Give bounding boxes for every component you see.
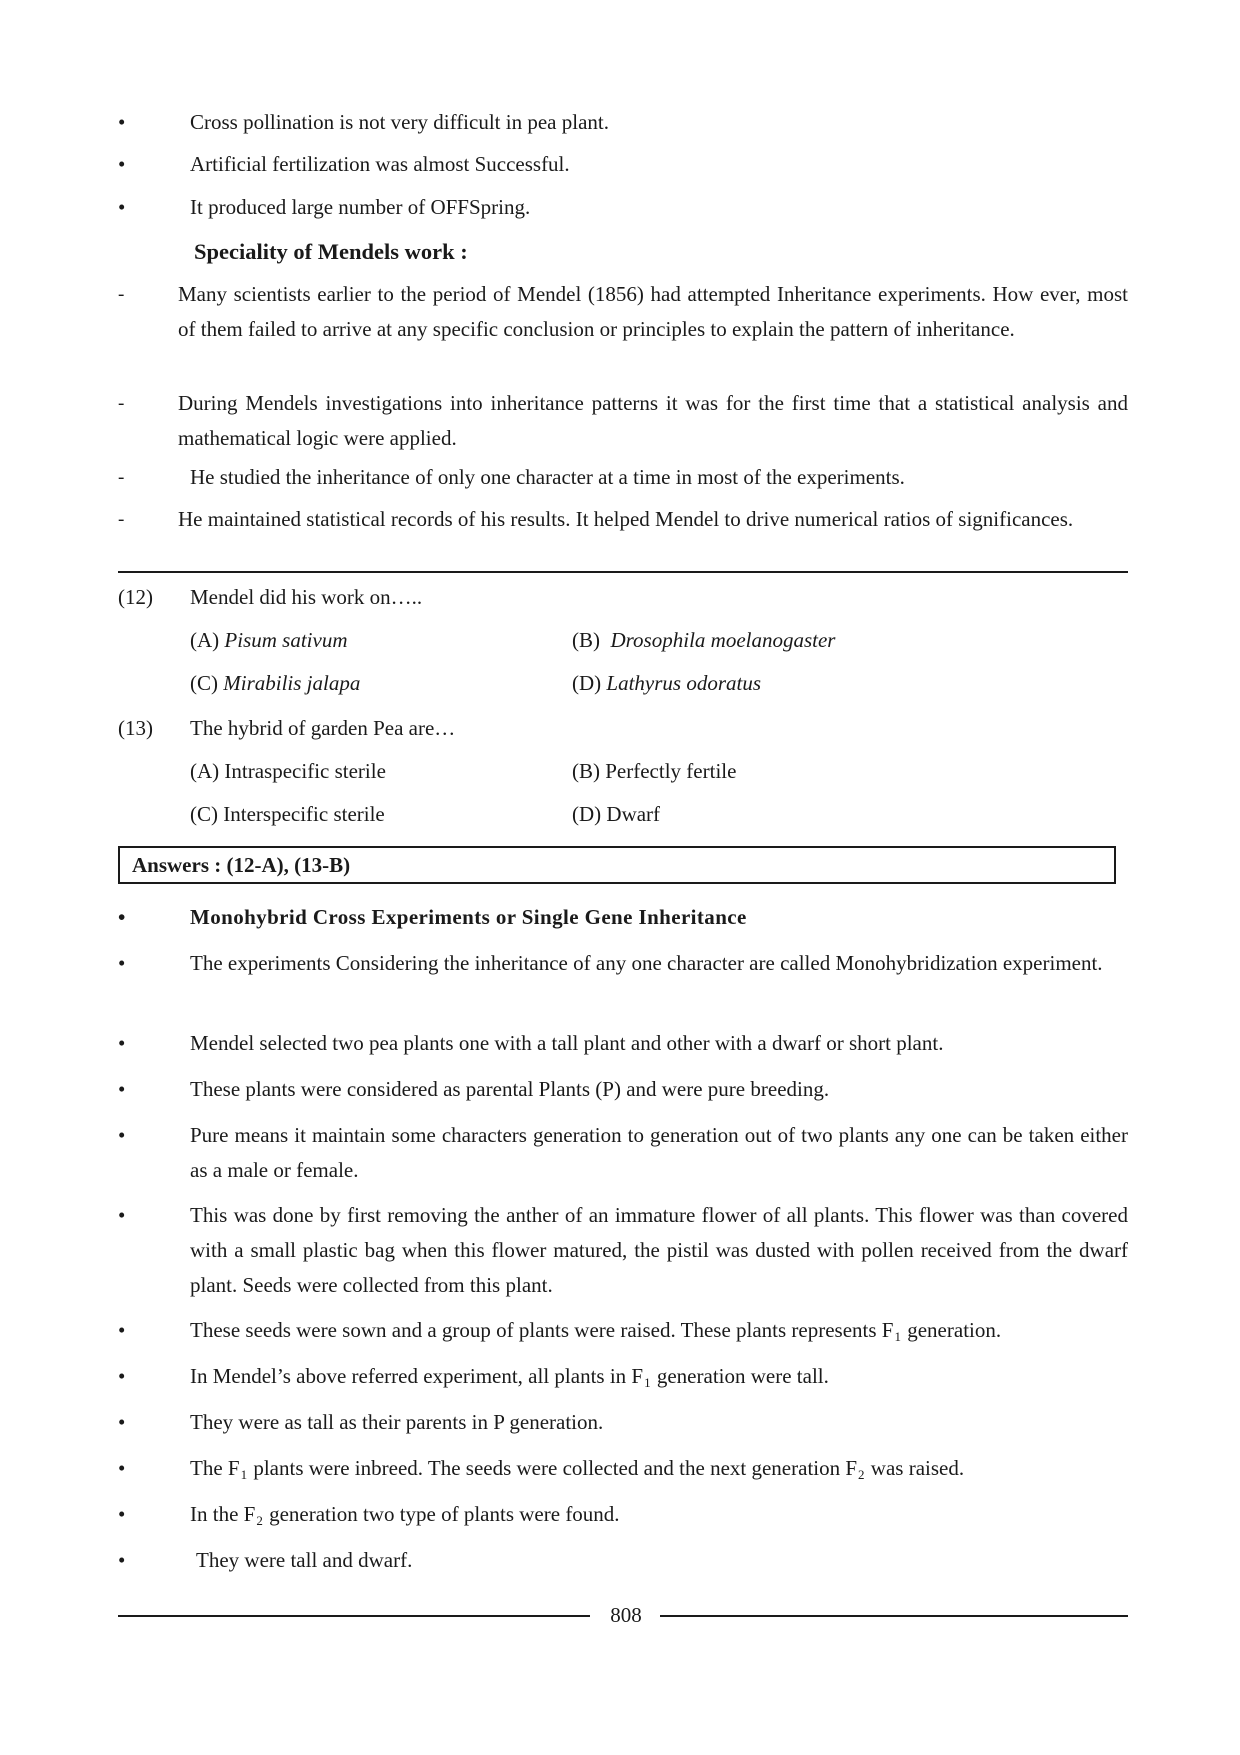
section-heading: Speciality of Mendels work : [194, 239, 468, 264]
item-text: He studied the inheritance of only one character at a time in most of the experiments. [190, 465, 905, 489]
bullet-text: These plants were considered as parental Plants (P) and were pure breeding. [190, 1077, 830, 1101]
section-divider [118, 571, 1128, 573]
bullet-marker: • [118, 1031, 126, 1055]
bullet-text: Cross pollination is not very difficult in pea plant. [190, 110, 609, 134]
dash-marker: - [118, 467, 125, 488]
option-a: (A) Pisum sativum [190, 628, 348, 652]
item-text: He maintained statistical records of his results. It helped Mendel to drive numerical ratios of significances. [178, 507, 1074, 531]
bullet-text: They were tall and dwarf. [196, 1548, 413, 1572]
bullet-marker: • [118, 1364, 126, 1388]
bullet-marker: • [118, 1410, 126, 1434]
bullet-marker: • [118, 951, 126, 975]
answers-text: Answers : (12-A), (13-B) [132, 853, 351, 877]
footer-rule-left [118, 1615, 590, 1617]
question-number: (13) [118, 716, 153, 740]
bullet-text: Artificial fertilization was almost Successful. [190, 152, 570, 176]
item-text: Many scientists earlier to the period of Mendel (1856) had attempted Inheritance experiments. How ever, most of them failed to arrive at any specific conclusion or principles to explain the pattern of inheritance. [178, 282, 1128, 341]
dash-marker: - [118, 284, 125, 305]
bullet-text: This was done by first removing the anther of an immature flower of all plants. This flower was than covered with a small plastic bag when this flower matured, the pistil was dusted with pollen received from the dwarf plant. Seeds were collected from this plant. [190, 1203, 1128, 1297]
bullet-marker: • [118, 1456, 126, 1480]
bullet-marker: • [118, 1203, 126, 1227]
bullet-text: In Mendel’s above referred experiment, all plants in $F_1$ generation were tall. [190, 1364, 829, 1390]
dash-marker: - [118, 509, 125, 530]
option-a: (A) Intraspecific sterile [190, 759, 386, 783]
option-d: (D) Lathyrus odoratus [572, 671, 762, 695]
bullet-text: Mendel selected two pea plants one with a tall plant and other with a dwarf or short plant. [190, 1031, 944, 1055]
page-number: 808 [610, 1603, 642, 1627]
bullet-marker: • [118, 152, 126, 176]
bullet-text: The $F_1$ plants were inbreed. The seeds were collected and the next generation $F_2$ was raised. [190, 1456, 965, 1482]
footer-rule-right [660, 1615, 1128, 1617]
bullet-marker: • [118, 195, 126, 219]
question-text: Mendel did his work on….. [190, 585, 423, 609]
bullet-marker: • [118, 905, 126, 929]
option-b: (B) Perfectly fertile [572, 759, 737, 783]
bullet-text: They were as tall as their parents in P generation. [190, 1410, 604, 1434]
bullet-marker: • [118, 1123, 126, 1147]
dash-marker: - [118, 393, 125, 414]
bullet-text: In the $F_2$ generation two type of plants were found. [190, 1502, 620, 1528]
question-number: (12) [118, 585, 153, 609]
bullet-text: Pure means it maintain some characters generation to generation out of two plants any one can be taken either as a male or female. [190, 1123, 1128, 1182]
section-title: Monohybrid Cross Experiments or Single Gene Inheritance [190, 905, 747, 929]
bullet-marker: • [118, 110, 126, 134]
bullet-marker: • [118, 1548, 126, 1572]
bullet-text: The experiments Considering the inheritance of any one character are called Monohybridization experiment. [190, 951, 1103, 975]
bullet-marker: • [118, 1077, 126, 1101]
option-c: (C) Interspecific sterile [190, 802, 385, 826]
bullet-text: These seeds were sown and a group of plants were raised. These plants represents $F_1$ generation. [190, 1318, 1002, 1344]
option-d: (D) Dwarf [572, 802, 661, 826]
bullet-text: It produced large number of OFFSpring. [190, 195, 531, 219]
bullet-marker: • [118, 1318, 126, 1342]
item-text: During Mendels investigations into inheritance patterns it was for the first time that a statistical analysis and mathematical logic were applied. [178, 391, 1128, 450]
bullet-marker: • [118, 1502, 126, 1526]
answers-box [118, 846, 1116, 884]
question-text: The hybrid of garden Pea are… [190, 716, 456, 740]
option-b: (B) Drosophila moelanogaster [572, 628, 836, 652]
option-c: (C) Mirabilis jalapa [190, 671, 361, 695]
